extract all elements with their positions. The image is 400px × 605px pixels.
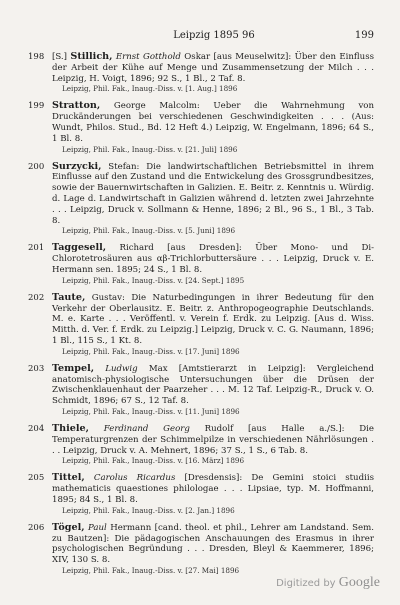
entry-number: 203 [28, 363, 45, 374]
entry-body [52, 364, 374, 407]
google-digitization-watermark [276, 575, 380, 591]
entry-dissertation-note: Leipzig, Phil. Fak., Inaug.-Diss. v. [2. Jan.] 1896 [62, 505, 235, 515]
entry-author-given: Carolus Ricardus [93, 473, 176, 484]
entry-author-surname: Stratton, [52, 100, 101, 112]
entry-prefix: [S.] [52, 52, 68, 62]
entry-author-surname: Stillich, [70, 51, 113, 62]
entry-body [52, 162, 374, 227]
entry-author-given: Ludwig [105, 363, 138, 374]
entry-author-surname: Taggesell, [52, 242, 107, 254]
entry-text: Hermann [cand. theol. et phil., Lehrer am Landstand. Sem. zu Bautzen]: Die pädagogischen Anschauungen des Erasmus in ihrer psychologischen Begründung . . . Dresden, Bleyl & Kaemmerer, 1896; XIV, 130 S. 8. [52, 522, 374, 566]
watermark-prefix: Digitized by [276, 578, 336, 589]
bibliography-entry [28, 364, 374, 416]
entry-author-surname: Tittel, [52, 472, 85, 484]
entry-author-given: Ferdinand Georg [103, 423, 190, 434]
bibliography-entry [28, 52, 374, 93]
entry-number: 204 [28, 423, 45, 434]
bibliography-entry [28, 473, 374, 514]
entry-author-surname: Surzycki, [52, 160, 102, 172]
entry-number: 202 [28, 292, 45, 303]
google-logo: Google [338, 575, 380, 590]
entry-body [52, 424, 374, 456]
entry-number: 201 [28, 243, 45, 254]
entry-text: Rudolf [aus Halle a./S.]: Die Temperaturgrenzen der Schimmelpilze in verschiedenen Nährlösungen . . . Leipzig, Druck v. A. Mehnert, 1896; 37 S., 1 S., 6 Tab. 8. [52, 423, 375, 456]
entry-body [52, 293, 374, 347]
entry-text: George Malcolm: Ueber die Wahrnehmung von Druckänderungen bei verschiedenen Geschwindigkeiten . . . (Aus: Wundt, Philos. Stud., Bd. 12 Heft 4.) Leipzig, W. Engelmann, 1896; 64 S., 1 Bl. 8. [52, 101, 375, 144]
entry-dissertation-note: Leipzig, Phil. Fak., Inaug.-Diss. v. [21. Juli] 1896 [62, 144, 238, 154]
entry-author-given: Paul [88, 522, 107, 533]
entry-dissertation-note: Leipzig, Phil. Fak., Inaug.-Diss. v. [1. Aug.] 1896 [62, 84, 238, 94]
entry-body [52, 523, 374, 566]
entry-dissertation-note: Leipzig, Phil. Fak., Inaug.-Diss. v. [24. Sept.] 1895 [62, 275, 245, 285]
entry-text: Oskar [aus Meuselwitz]: Über den Einfluss der Arbeit der Kühe auf Menge und Zusammensetzung der Milch . . . Leipzig, H. Voigt, 1896; 92 S., 1 Bl., 2 Taf. 8. [52, 52, 375, 84]
entry-text: Stefan: Die landwirtschaftlichen Betriebsmittel in ihrem Einflusse auf den Zustand und die Entwickelung des Grossgrundbesitzes, sowie der Bauernwirtschaften in Galizien. E. Beitr. z. Kenntnis u. Würdig. d. Lage d. Landwirtschaft in Galizien während d. letzten zwei Jahrzehnte . . . Leipzig, Druck v. Sollmann & Henne, 1896; 2 Bl., 96 S., 1 Bl., 3 Tab. 8. [52, 161, 374, 226]
entry-number: 198 [28, 52, 45, 62]
entry-text: Gustav: Die Naturbedingungen in ihrer Bedeutung für den Verkehr der Oberlausitz. E. Beitr. z. Anthropogeographie Deutschlands. M. e. Karte . . . Veröffentl. v. Verein f. Erdk. zu Leipzig. [Aus d. Wiss. Mitth. d. Ver. f. Erdk. zu Leipzig.] Leipzig, Druck v. C. G. Naumann, 1896; 1 Bl., 115 S., 1 Kt. 8. [52, 292, 374, 346]
entry-text: [Dresdensis]: De Gemini stoici studiis mathematicis quaestiones philologae . . . Lipsiae, typ. M. Hoffmanni, 1895; 84 S., 1 Bl. 8. [52, 473, 375, 505]
entry-author-surname: Taute, [52, 291, 86, 303]
entry-dissertation-note: Leipzig, Phil. Fak., Inaug.-Diss. v. [27. Mai] 1896 [62, 565, 240, 575]
bibliography-entry [28, 424, 374, 465]
entry-number: 200 [28, 161, 45, 172]
entry-text: Richard [aus Dresden]: Über Mono- und Di-Chlorotetrosäuren aus αβ-Trichlorbuttersäure . . . Leipzig, Druck v. E. Hermann sen. 1895; 24 S., 1 Bl. 8. [52, 243, 374, 275]
bibliography-entry [28, 243, 374, 284]
entry-number: 205 [28, 473, 45, 484]
entry-text: Max [Amtstierarzt in Leipzig]: Vergleichend anatomisch-physiologische Untersuchungen über die Drüsen der Zwischenklauenhaut der Paarzeher . . . M. 12 Taf. Leipzig-R., Druck v. O. Schmidt, 1896; 67 S., 12 Taf. 8. [52, 363, 375, 407]
entry-dissertation-note: Leipzig, Phil. Fak., Inaug.-Diss. v. [16. März] 1896 [62, 456, 245, 466]
entry-number: 206 [28, 522, 45, 533]
entry-number: 199 [28, 101, 45, 112]
entry-body [52, 52, 374, 84]
entry-author-surname: Thiele, [52, 422, 89, 434]
entry-author-surname: Tögel, [52, 521, 85, 533]
entry-dissertation-note: Leipzig, Phil. Fak., Inaug.-Diss. v. [17. Juni] 1896 [62, 346, 240, 356]
entry-dissertation-note: Leipzig, Phil. Fak., Inaug.-Diss. v. [11. Juni] 1896 [62, 406, 240, 416]
bibliography-entry [28, 101, 374, 153]
running-head: Leipzig 1895 96 [173, 30, 255, 41]
bibliography-list [28, 52, 374, 583]
entry-dissertation-note: Leipzig, Phil. Fak., Inaug.-Diss. v. [5. Juni] 1896 [62, 226, 236, 236]
bibliography-entry [28, 523, 374, 575]
entry-body [52, 243, 374, 275]
entry-author-surname: Tempel, [52, 362, 95, 374]
entry-author-given: Ernst Gotthold [115, 52, 181, 62]
bibliography-entry [28, 162, 374, 236]
entry-body [52, 101, 374, 144]
entry-body [52, 473, 374, 505]
bibliography-entry [28, 293, 374, 356]
page-number: 199 [354, 30, 374, 41]
page-header [54, 30, 374, 44]
